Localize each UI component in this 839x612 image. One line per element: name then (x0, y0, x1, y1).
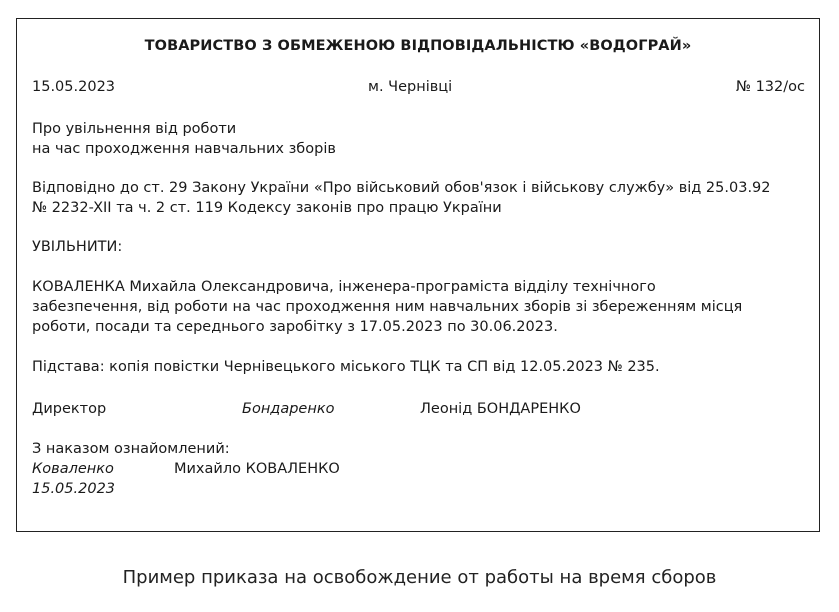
directive (32, 237, 807, 257)
order-subject (32, 119, 807, 159)
order-city: м. Чернівці (368, 79, 453, 95)
subject-line: на час проходження навчальних зборів (32, 141, 336, 157)
company-title: ТОВАРИСТВО З ОБМЕЖЕНОЮ ВІДПОВІДАЛЬНІСТЮ «ВОДОГРАЙ» (144, 38, 692, 54)
legal-basis-line: Відповідно до ст. 29 Закону України «Про військовий обов'язок і військову службу» від 25.03.92 (32, 180, 771, 196)
body-line: роботи, посади та середнього заробітку з 17.05.2023 по 30.06.2023. (32, 319, 558, 335)
director-position: Директор (32, 401, 107, 417)
order-document (16, 18, 820, 532)
director-signature: Бондаренко (242, 401, 335, 417)
employee-signature: Коваленко (32, 461, 114, 477)
body-line: КОВАЛЕНКА Михайла Олександровича, інженера-програміста відділу технічного (32, 279, 656, 295)
order-ground (32, 357, 807, 377)
legal-basis (32, 178, 807, 218)
acknowledgement-block (32, 439, 532, 499)
employee-signature-row (32, 459, 532, 479)
subject-line: Про увільнення від роботи (32, 121, 237, 137)
order-number: № 132/ос (735, 79, 805, 95)
body-line: забезпечення, від роботи на час проходження ним навчальних зборів зі збереженням місця (32, 299, 743, 315)
employee-name: Михайло КОВАЛЕНКО (174, 461, 340, 477)
order-meta-row (32, 77, 805, 97)
order-date: 15.05.2023 (32, 79, 116, 95)
order-body (32, 277, 807, 337)
acknowledgement-label: З наказом ознайомлений: (32, 441, 230, 457)
ground-text: Підстава: копія повістки Чернівецького міського ТЦК та СП від 12.05.2023 № 235. (32, 359, 660, 375)
legal-basis-line: № 2232-XII та ч. 2 ст. 119 Кодексу законів про працю України (32, 200, 502, 216)
directive-text: УВІЛЬНИТИ: (32, 239, 123, 255)
acknowledgement-date: 15.05.2023 (32, 481, 116, 497)
director-name: Леонід БОНДАРЕНКО (420, 401, 581, 417)
image-caption: Пример приказа на освобождение от работы на время сборов (122, 567, 717, 588)
director-signature-row (32, 399, 732, 419)
